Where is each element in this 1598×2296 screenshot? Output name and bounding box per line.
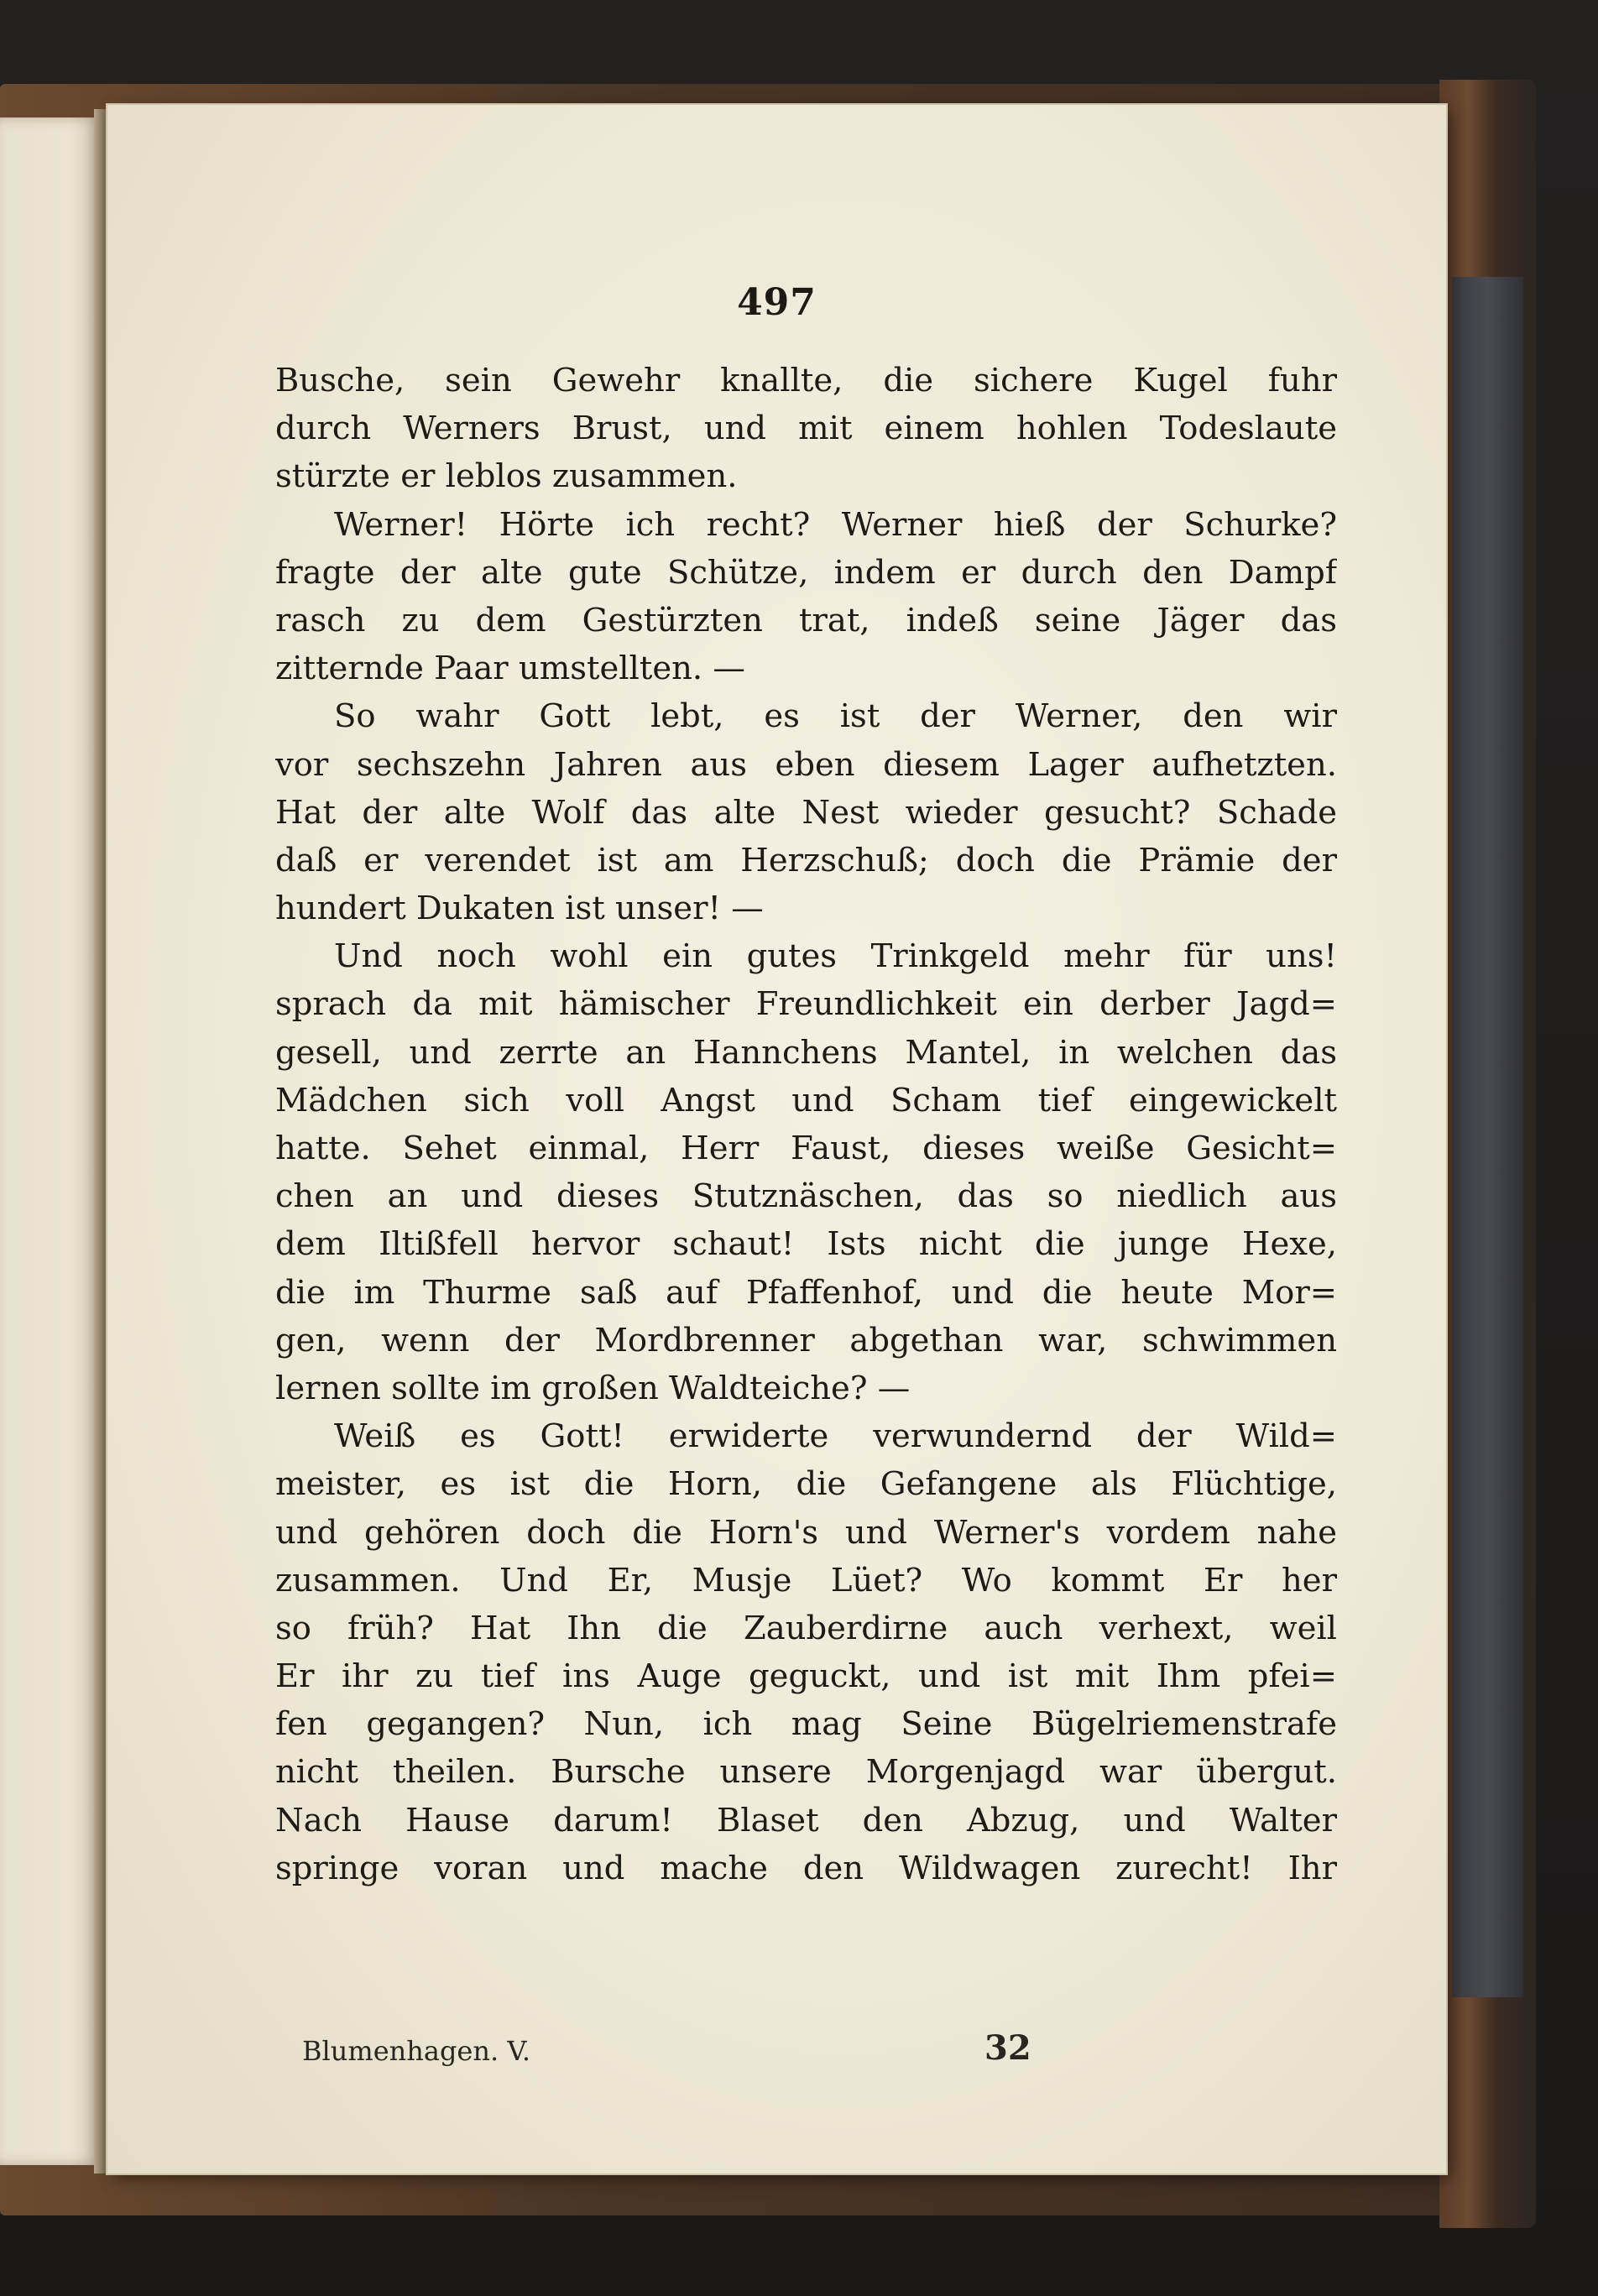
text-line: Hat der alte Wolf das alte Nest wieder gesucht? Schade: [275, 793, 1337, 832]
text-line: so früh? Hat Ihn die Zauberdirne auch verhext, weil: [275, 1609, 1337, 1647]
text-line: fragte der alte gute Schütze, indem er durch den Dampf: [275, 553, 1337, 592]
text-line: fen gegangen? Nun, ich mag Seine Bügelriemenstrafe: [275, 1705, 1337, 1744]
text-line: Werner! Hörte ich recht? Werner hieß der Schurke?: [334, 505, 1337, 544]
text-line: und gehören doch die Horn's und Werner's vordem nahe: [275, 1513, 1337, 1552]
text-line: Busche, sein Gewehr knallte, die sichere Kugel fuhr: [275, 362, 1337, 399]
page-number: 497: [737, 281, 817, 324]
text-line: gesell, und zerrte an Hannchens Mantel, in welchen das: [275, 1033, 1337, 1072]
text-line: So wahr Gott lebt, es ist der Werner, den wir: [334, 697, 1337, 736]
text-line: sprach da mit hämischer Freundlichkeit ein derber Jagd=: [275, 985, 1337, 1024]
text-line: rasch zu dem Gestürzten trat, indeß seine Jäger das: [275, 601, 1337, 639]
page-footer: [107, 2028, 1446, 2085]
text-line: gen, wenn der Mordbrenner abgethan war, schwimmen: [275, 1321, 1337, 1359]
text-line: hundert Dukaten ist unser! —: [275, 890, 764, 928]
text-line: Nach Hause darum! Blaset den Abzug, und Walter: [275, 1801, 1337, 1839]
sheet-number: 32: [984, 2028, 1031, 2068]
page-text: [275, 357, 1337, 1892]
text-line: Weiß es Gott! erwiderte verwundernd der Wild=: [334, 1417, 1337, 1456]
text-line: Mädchen sich voll Angst und Scham tief eingewickelt: [275, 1081, 1337, 1119]
printer-signature: Blumenhagen. V.: [302, 2035, 530, 2067]
text-line: durch Werners Brust, und mit einem hohlen Todeslaute: [275, 410, 1337, 448]
previous-page-edge: [0, 117, 99, 2165]
text-line: daß er verendet ist am Herzschuß; doch die Prämie der: [275, 841, 1337, 879]
book-page: [107, 105, 1446, 2173]
text-line: die im Thurme saß auf Pfaffenhof, und die heute Mor=: [275, 1273, 1337, 1312]
text-line: chen an und dieses Stutznäschen, das so niedlich aus: [275, 1177, 1337, 1216]
cover-spine-strip: [1452, 277, 1523, 1997]
text-line: zusammen. Und Er, Musje Lüet? Wo kommt Er her: [275, 1561, 1337, 1599]
text-line: vor sechszehn Jahren aus eben diesem Lager aufhetzten.: [275, 745, 1337, 784]
text-line: Er ihr zu tief ins Auge geguckt, und ist mit Ihm pfei=: [275, 1657, 1337, 1696]
text-line: Und noch wohl ein gutes Trinkgeld mehr für uns!: [334, 937, 1337, 976]
text-line: lernen sollte im großen Waldteiche? —: [275, 1369, 911, 1407]
text-line: zitternde Paar umstellten. —: [275, 650, 745, 688]
text-line: nicht theilen. Bursche unsere Morgenjagd war übergut.: [275, 1753, 1337, 1792]
text-line: meister, es ist die Horn, die Gefangene als Flüchtige,: [275, 1465, 1337, 1504]
text-line: dem Iltißfell hervor schaut! Ists nicht die junge Hexe,: [275, 1225, 1337, 1264]
text-line: springe voran und mache den Wildwagen zurecht! Ihr: [275, 1849, 1337, 1887]
text-line: hatte. Sehet einmal, Herr Faust, dieses weiße Gesicht=: [275, 1130, 1337, 1167]
text-line: stürzte er leblos zusammen.: [275, 457, 738, 496]
